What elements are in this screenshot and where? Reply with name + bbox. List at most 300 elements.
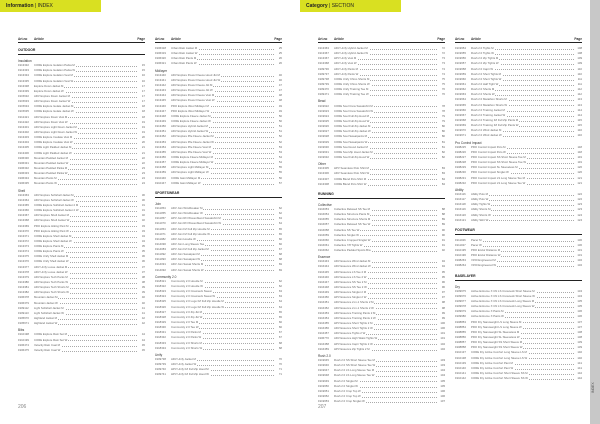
table-row[interactable] <box>18 321 145 326</box>
table-row[interactable] <box>318 182 445 187</box>
art-number: 1916452 <box>318 305 329 310</box>
page-ref: 15 <box>141 63 145 68</box>
article-name-text: ADV Explore Tech Shorts W <box>34 290 69 295</box>
art-number: 1913374 <box>18 249 29 254</box>
page-ref: 95 <box>441 269 445 274</box>
page-ref: 91 <box>441 242 445 247</box>
page-ref: 136 <box>577 309 582 314</box>
page-ref: 103 <box>440 363 445 368</box>
page-ref: 79 <box>441 113 445 118</box>
art-number: 1913380 <box>18 280 29 285</box>
page-ref: 66 <box>278 236 282 241</box>
art-number: 1919646 <box>318 363 329 368</box>
art-number: 1913402 <box>18 129 29 134</box>
art-number: 1906378 <box>18 295 29 300</box>
page-ref: 122 <box>577 191 582 196</box>
index-list <box>155 46 282 378</box>
page-ref: 124 <box>577 212 582 217</box>
page-ref: 64 <box>278 221 282 226</box>
article-name-text: CORE Explore Softshell Jacket 2 W <box>34 208 79 213</box>
article-name-text: Community 2.0 Hoodie W <box>171 284 203 289</box>
header-page: Page <box>274 37 282 41</box>
header-page: Page <box>574 37 582 41</box>
article-name-text: CORE Explore Isolate Jacket W <box>34 109 74 114</box>
table-row[interactable] <box>18 181 145 186</box>
article-name-text: CORE Unify Shell Jacket W <box>34 259 69 264</box>
section-heading: OUTDOOR <box>18 47 145 55</box>
page-ref: 96 <box>441 285 445 290</box>
page-ref: 19 <box>141 129 145 134</box>
page-ref: 67 <box>278 330 282 335</box>
art-number: 1913453 <box>155 139 166 144</box>
page-ref: 138 <box>577 329 582 334</box>
art-number: 1906770 <box>318 336 329 341</box>
table-row[interactable] <box>455 376 582 381</box>
table-row[interactable] <box>155 61 282 66</box>
page-ref: 130 <box>577 237 582 242</box>
article-name-text: Community 2.0 Tee M <box>171 320 199 325</box>
page-ref: 18 <box>141 109 145 114</box>
article-name-text: CORE Soul Crew Sweatshirt M <box>334 103 373 108</box>
art-number: 1916057 <box>318 222 329 227</box>
art-number: 1908226 <box>455 149 466 154</box>
article-name-text: ADV Essence LS Tee 2 W <box>334 274 367 279</box>
article-name-text: Rush 2.0 Half Tight W <box>471 81 499 86</box>
page-ref: 31 <box>141 202 145 207</box>
art-number: 1913377 <box>18 264 29 269</box>
article-name-text: PRO Control Impact LS Long Sleeve Tee W <box>471 180 526 185</box>
art-number: 1913368 <box>18 218 29 223</box>
page-ref: 88 <box>441 206 445 211</box>
table-row[interactable] <box>455 218 582 223</box>
page-ref: 21 <box>141 150 145 155</box>
art-number: 1913444 <box>155 93 166 98</box>
art-number: 1916457 <box>318 331 329 336</box>
page-ref: 52 <box>278 139 282 144</box>
page-ref: 101 <box>440 331 445 336</box>
article-name-text: ADV Explore Down Vest W <box>34 119 68 124</box>
article-name-text: HPV Seamless Polo Shirt M <box>334 166 369 171</box>
page-ref: 110 <box>577 71 582 76</box>
article-name-text: ADV Join Sweat Shorts W <box>171 267 204 272</box>
art-number: 1914091 <box>155 262 166 267</box>
art-number: 1913379 <box>18 274 29 279</box>
section-heading: BASELAYER <box>455 273 582 281</box>
article-name-text: Rush 2.0 Tights M <box>471 46 494 50</box>
art-number: 1909739 <box>155 362 166 367</box>
art-number: 1906330 <box>18 155 29 160</box>
art-number: 1908230 <box>455 170 466 175</box>
article-name-text: ADV Join RN Wovenblend Sweatshirt W <box>171 221 222 226</box>
art-number: 1913447 <box>155 108 166 113</box>
art-number: 1919647 <box>318 368 329 373</box>
art-number: 1913458 <box>155 165 166 170</box>
group-heading: Join <box>155 201 161 206</box>
article-name-text: Urban Rain Jacket M <box>171 46 198 50</box>
art-number: 1913373 <box>18 244 29 249</box>
art-number: 1909471 <box>318 92 329 97</box>
article-name-text: PRO Dry Nanoweight LS Long Sleeve W <box>471 324 522 329</box>
article-name-text: CORE Soul Full Zip Hood W <box>334 118 370 123</box>
page-ref: 113 <box>577 102 582 107</box>
table-row[interactable] <box>318 347 445 352</box>
article-name-text: ADV Explore Tech Shorts M <box>34 285 69 290</box>
art-number: 1919670 <box>455 128 466 133</box>
art-number: 1912422 <box>18 119 29 124</box>
page-ref: 68 <box>278 257 282 262</box>
table-row[interactable] <box>318 399 445 404</box>
page-ref: 115 <box>577 123 582 128</box>
article-name-text: ADV Join Windbreaker M <box>171 205 203 210</box>
page-ref: 82 <box>441 154 445 159</box>
page-ref: 106 <box>440 394 445 398</box>
article-name-text: ADV Essence Training Pants 2 M <box>334 310 376 315</box>
group-heading: Collective <box>318 202 332 207</box>
side-tab-index[interactable]: INDEX <box>591 382 595 394</box>
article-name-text: HPV Unify Vest M <box>334 56 357 61</box>
table-row[interactable] <box>18 348 145 353</box>
art-number: 1915634 <box>18 104 29 109</box>
art-number: 1916062 <box>318 248 329 253</box>
art-number: 1919664 <box>455 97 466 102</box>
page-ref: 23 <box>141 171 145 176</box>
page-ref: 131 <box>577 253 582 258</box>
table-row[interactable] <box>155 268 282 273</box>
article-name-text: Active Extreme X Pants M <box>471 309 504 314</box>
art-number: 1916120 <box>455 212 466 217</box>
page-ref: 76 <box>441 87 445 92</box>
article-name-text: CORE Explore Isolation Vest W <box>34 78 74 83</box>
article-name-text: ADV Seamless Polo Shirt W <box>334 171 370 176</box>
section-heading: FOOTWEAR <box>455 227 582 235</box>
page-ref: 18 <box>141 104 145 109</box>
index-column <box>455 37 582 381</box>
article-name-text: ADV Essence Short Tights 2 W <box>334 326 373 331</box>
table-row[interactable] <box>318 248 445 253</box>
page-ref: 64 <box>278 304 282 309</box>
page-ref: 70 <box>278 357 282 362</box>
article-name-text: ADV Explore Power Fleece Hood Jkt W <box>171 77 221 82</box>
art-number: 1908857 <box>455 340 466 345</box>
page-ref: 123 <box>577 207 582 212</box>
art-number: 1913372 <box>18 238 29 243</box>
article-name-text: Community 2.0 Shorts M <box>171 340 202 345</box>
article-name-text: Mountain Pants M <box>34 176 57 181</box>
art-number: 1913404 <box>18 140 29 145</box>
art-number: 1919665 <box>455 102 466 107</box>
art-number: 1913370 <box>18 228 29 233</box>
article-name-text: ADV Unify Jacket M <box>171 357 196 362</box>
page-ref: 32 <box>141 213 145 218</box>
art-number: 1908264 <box>455 263 466 268</box>
art-number: 1913442 <box>155 82 166 87</box>
table-row[interactable] <box>455 181 582 186</box>
page-ref: 83 <box>441 166 445 171</box>
article-name-text: HPV Unify FZ Full Zip Hood W <box>171 372 209 377</box>
art-number: 1918327 <box>155 309 166 314</box>
article-name-text: Rush 2.0 Tights W <box>471 51 494 56</box>
article-name-text: Light Softshell Jacket W <box>34 310 64 315</box>
article-name <box>334 399 437 404</box>
article-name-text: ADV Unify Pants W <box>334 71 359 76</box>
page-ref: 46 <box>278 72 282 77</box>
page-ref: 22 <box>141 160 145 165</box>
art-number: 1916454 <box>318 315 329 320</box>
art-number: 1908856 <box>455 335 466 340</box>
page-ref: 111 <box>577 81 582 86</box>
page-ref: 41 <box>141 305 145 310</box>
page-ref: 84 <box>441 181 445 186</box>
art-number: 1913382 <box>18 290 29 295</box>
article-name-text: ADV Essence SS Tee 2 M <box>334 279 367 284</box>
article-name-text: CORE Soul Full Zip Hood W <box>334 154 370 159</box>
article-name-text: ADV Unify Jacket W <box>171 362 197 367</box>
art-number: 1913371 <box>18 233 29 238</box>
article-name <box>334 155 437 160</box>
art-number: 1910447 <box>155 180 166 185</box>
article-name-text: ADV Essence SS Tee 2 W <box>334 285 367 290</box>
art-number: 1916458 <box>318 341 329 346</box>
art-number: 1919671 <box>455 133 466 138</box>
art-number: 1910446 <box>155 175 166 180</box>
article-name-text: Rush 2.0 Crop Top W <box>334 388 361 393</box>
page-ref: 42 <box>141 321 145 326</box>
article-name-text: CORE Explore Pants W <box>34 249 64 254</box>
art-number: 1911055 <box>155 211 166 216</box>
article-name-text: Explore Down Jacket M <box>34 83 64 88</box>
art-number: 1919622 <box>318 103 329 108</box>
art-number: 1909738 <box>155 357 166 362</box>
page-ref: 135 <box>577 299 582 304</box>
article-name-text: Mountain Padded Jacket M <box>34 155 68 160</box>
page-ref: 130 <box>577 242 582 247</box>
page-ref: 48 <box>278 93 282 98</box>
art-number: 1910195 <box>455 248 466 253</box>
article-name-text: CORE Light Padded Jacket M <box>34 145 72 150</box>
art-number: 1913307 <box>318 176 329 181</box>
art-number: 1908232 <box>455 180 466 185</box>
index-column <box>155 37 282 378</box>
art-number: 1909113 <box>18 310 29 315</box>
article-name-text: Active Extreme X Pants W <box>471 314 504 319</box>
table-row[interactable] <box>155 346 282 351</box>
article-name-text: Collective Structure Shorts M <box>334 217 371 222</box>
article-name-text: CORE Explore Fleece Jacket W <box>171 118 211 123</box>
art-number: 1913367 <box>318 51 329 56</box>
page-ref: 71 <box>278 367 282 372</box>
art-number: 1909680 <box>455 314 466 319</box>
page-ref: 38 <box>141 274 145 279</box>
page-ref: 17 <box>141 88 145 93</box>
article-name-text: Active Extreme X CN LS Crewneck Short Sleeve M <box>471 288 535 293</box>
article-name-text: HPV Essence Capri Tights 2 W <box>334 341 373 346</box>
article-name-text: CORE Soul Zip Hood Jacket M <box>334 149 373 154</box>
art-number: 1913403 <box>18 135 29 140</box>
header-art-no: Art.no <box>155 37 165 41</box>
art-number: 1916058 <box>318 227 329 232</box>
page-ref: 51 <box>278 124 282 129</box>
article-name-text: CORE Explore Rain Set M <box>34 332 67 337</box>
page-ref: 55 <box>278 170 282 175</box>
page-ref: 52 <box>278 134 282 139</box>
art-number: 1918326 <box>155 304 166 309</box>
art-number: 1916117 <box>455 197 466 202</box>
page-ref: 116 <box>577 133 582 138</box>
page-ref: 68 <box>278 252 282 257</box>
side-strip <box>590 0 600 424</box>
article-name-text: Mountain Padded Parka M <box>34 165 68 170</box>
article-name-text: Rush 2.0 LS Long Sleeve Tee M <box>334 368 375 373</box>
art-number: 1913440 <box>155 72 166 77</box>
article-name-text: CORE Explore Rain Set W <box>34 337 68 342</box>
article-name-text: Urban Rain Pants M <box>171 56 197 61</box>
page-ref: 74 <box>441 66 445 71</box>
page-ref: 102 <box>440 346 445 351</box>
article-name-text: ADV Join FZ Full Zip Hoodie M <box>171 226 210 231</box>
column-header <box>455 37 582 43</box>
article-name-text: CORE Unify Chino Shorts M <box>334 76 370 81</box>
art-number: 1919656 <box>455 56 466 61</box>
page-ref: 56 <box>278 175 282 180</box>
article-name-text: Rush 2.0 Training Jacket W <box>471 112 506 117</box>
page-ref: 82 <box>441 149 445 154</box>
header-subtitle: SECTION <box>331 3 354 9</box>
article-name-text: Collective SS Tee W <box>334 227 360 232</box>
article-name <box>34 181 137 186</box>
article-name-text: ADV Join Hoodie W <box>171 236 196 241</box>
article-name-text: PRO Dry Nanoweight SS Short Sleeve M <box>471 340 523 345</box>
column-header <box>18 37 145 43</box>
article-name <box>34 348 137 353</box>
article-name-text: CORE Explore Isolate Jacket M <box>34 104 74 109</box>
table-row[interactable] <box>155 372 282 377</box>
art-number: 1906475 <box>18 347 29 352</box>
page-ref: 114 <box>577 112 582 117</box>
art-number: 1913332 <box>18 63 29 68</box>
art-number: 1915633 <box>18 99 29 104</box>
art-number: 1916061 <box>318 242 329 247</box>
page-ref: 96 <box>441 279 445 284</box>
article-name-text: ADV Unify Loose Jacket W <box>34 269 68 274</box>
article-name-text: ADV Essence High Waist Tights W <box>334 336 378 341</box>
art-number: 1913335 <box>18 78 29 83</box>
art-number: 1916459 <box>318 346 329 351</box>
header-article: Article <box>471 37 481 41</box>
article-name-text: Collective Structure Pants M <box>334 212 370 217</box>
art-number: 1913364 <box>18 197 29 202</box>
page-ref: 38 <box>141 280 145 285</box>
page-ref: 25 <box>278 51 282 56</box>
art-number: 1919662 <box>455 87 466 92</box>
page-ref: 63 <box>278 289 282 294</box>
article-name-text: HPV Unify FZ Full Zip Hood M <box>171 367 209 372</box>
page-ref: 42 <box>141 316 145 321</box>
art-number: 1919624 <box>318 113 329 118</box>
article-name-text: CORE Explore Shell Jacket M <box>34 233 72 238</box>
article-name-text: ADV Explore Light Midlayer M <box>171 165 209 170</box>
art-number: 1910198 <box>18 332 29 337</box>
art-number: 1916055 <box>318 217 329 222</box>
page-ref: 45 <box>141 342 145 347</box>
page-ref: 50 <box>278 113 282 118</box>
article-name-text: Community 2.0 Hoodie M <box>171 278 203 283</box>
article-name-text: ADV Explore Tech Pants W <box>34 280 68 285</box>
article-name-text: CORE Soul Hood Jacket M <box>334 144 368 149</box>
page-ref: 132 <box>577 263 582 268</box>
group-heading: Other <box>318 162 326 167</box>
page-ref: 80 <box>441 129 445 134</box>
article-name <box>471 376 574 381</box>
article-name-text: ADV Join FZ Full Zip Hoodie W <box>171 231 210 236</box>
article-name-text: CORE Dry Active Comfort Pant W <box>471 365 514 370</box>
article-name-text: Community 2.0 Pants M <box>171 330 201 335</box>
article-name <box>334 248 437 253</box>
art-number: 1911092 <box>155 252 166 257</box>
art-number: 1912421 <box>18 114 29 119</box>
page-ref: 49 <box>278 108 282 113</box>
table-row[interactable] <box>318 155 445 160</box>
art-number: 1919655 <box>455 51 466 56</box>
art-number: 1919630 <box>318 144 329 149</box>
art-number: 1913368 <box>318 61 329 66</box>
article-name-text: Rush 2.0 Zip Tights W <box>471 61 499 66</box>
article-name-text: CORE Soul Full Zip Jacket W <box>334 129 371 134</box>
table-row[interactable] <box>455 133 582 138</box>
article-name-text: Collective Padded Sports Bra <box>334 248 371 253</box>
article-name-text: Community 2.0 Crewneck Sweat W <box>171 294 215 299</box>
table-row[interactable] <box>318 92 445 97</box>
page-ref: 80 <box>441 124 445 129</box>
header-subtitle: INDEX <box>37 3 53 9</box>
page-ref: 32 <box>141 218 145 223</box>
art-number: 1913378 <box>18 269 29 274</box>
art-number: 1915635 <box>18 109 29 114</box>
article-name-text: Highland Jacket M <box>34 316 58 321</box>
art-number: 1909112 <box>18 305 29 310</box>
art-number: 1913367 <box>18 213 29 218</box>
section-heading: SPORTSWEAR <box>155 190 282 198</box>
header-article: Article <box>334 37 344 41</box>
art-number: 1913459 <box>155 170 166 175</box>
index-list <box>455 46 582 381</box>
article-name-text: ADV Join Sweatpant M <box>171 252 200 257</box>
group-heading: Bibs <box>18 328 25 333</box>
article-name-text: CORE Explore Fleece Midlayer M <box>171 154 213 159</box>
page-ref: 114 <box>577 107 582 112</box>
art-number: 1906332 <box>18 165 29 170</box>
page-ref: 104 <box>440 373 445 378</box>
article-name-text: CORE Soul Crew Sweatshirt W <box>334 108 374 113</box>
table-row[interactable] <box>155 181 282 186</box>
art-number: 1918322 <box>155 284 166 289</box>
page-ref: 102 <box>440 341 445 346</box>
art-number: 1916456 <box>318 326 329 331</box>
column-header <box>155 37 282 43</box>
page-ref: 17 <box>141 99 145 104</box>
art-number: 1913448 <box>155 113 166 118</box>
art-number: 1911026 <box>455 237 466 242</box>
art-number: 1914092 <box>155 267 166 272</box>
table-row[interactable] <box>455 263 582 268</box>
art-number: 1913445 <box>155 98 166 103</box>
article-name-text: CORE Dry Active Comfort Short Sleeve SS W <box>471 376 528 381</box>
page-ref: 121 <box>577 180 582 185</box>
article-name-text: Rush 2.0 Shorts M <box>471 87 495 92</box>
page-ref: 36 <box>141 254 145 259</box>
art-number: 1908263 <box>455 258 466 263</box>
page-ref: 33 <box>141 223 145 228</box>
article-name-text: Community 2.0 Shorts W <box>171 345 203 350</box>
